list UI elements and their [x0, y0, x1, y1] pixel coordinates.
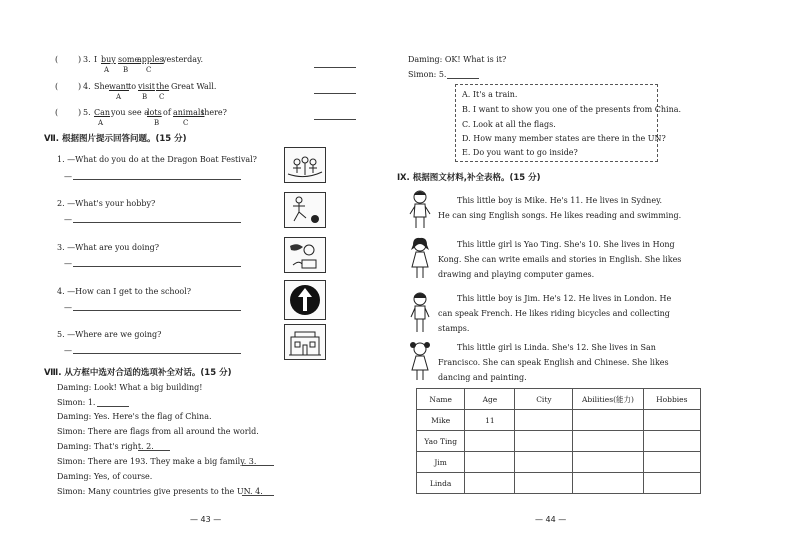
table-header: Age — [465, 389, 515, 410]
answer-blank[interactable] — [138, 450, 170, 451]
answer-blank[interactable] — [314, 93, 356, 94]
underlined-word-a: Can — [94, 108, 111, 117]
up-arrow-sign-icon — [284, 280, 326, 320]
q-number: 3. — [83, 55, 91, 64]
word: I — [94, 55, 98, 64]
label-c: C — [146, 66, 152, 74]
underlined-word-c: animals — [173, 108, 205, 117]
paren: ( — [55, 55, 59, 64]
page-number-left: — 43 — — [190, 515, 222, 524]
label-a: A — [104, 66, 110, 74]
info-table — [416, 388, 701, 494]
paren: ) — [78, 55, 82, 64]
q-number: 4. — [83, 82, 91, 91]
boy-cartoon-icon — [407, 290, 433, 334]
table-row — [417, 473, 701, 494]
underlined-word-b: visit — [138, 82, 155, 91]
dialog-line: Simon: There are 193. They make a big family. 3. — [57, 457, 257, 466]
table-cell[interactable] — [465, 452, 515, 473]
table-cell[interactable] — [515, 473, 573, 494]
girl-cartoon-icon — [407, 340, 433, 382]
table-row — [417, 452, 701, 473]
passage-line: drawing and playing computer games. — [438, 270, 595, 279]
table-cell[interactable] — [573, 473, 643, 494]
dialog-line: Daming: Yes. Here's the flag of China. — [57, 412, 212, 421]
word: there? — [201, 108, 227, 117]
table-header: Abilities(能力) — [573, 389, 643, 410]
passage-line: Kong. She can write emails and stories in English. She likes — [438, 255, 682, 264]
table-cell[interactable] — [465, 473, 515, 494]
table-cell[interactable] — [573, 452, 643, 473]
passage-line: can speak French. He likes riding bicycles and collecting — [438, 309, 670, 318]
table-cell: Yao Ting — [417, 431, 465, 452]
question-text: 3. —What are you doing? — [57, 243, 160, 252]
question-text: 5. —Where are we going? — [57, 330, 162, 339]
options-box — [455, 84, 682, 162]
passage-line: He can sing English songs. He likes reading and swimming. — [438, 211, 682, 220]
paren: ( — [55, 82, 59, 91]
answer-blank[interactable] — [447, 78, 479, 79]
passage-line: Francisco. She can speak English and Chinese. She likes — [438, 358, 669, 367]
label-c: C — [183, 119, 189, 127]
boy-cartoon-icon — [407, 188, 433, 230]
passage-line: stamps. — [438, 324, 470, 333]
table-header: Name — [417, 389, 465, 410]
label-b: B — [123, 66, 129, 74]
passage-line: dancing and painting. — [438, 373, 527, 382]
girl-cartoon-icon — [407, 236, 433, 280]
dash: — — [64, 303, 72, 312]
answer-line[interactable] — [73, 222, 241, 223]
label-b: B — [142, 93, 148, 101]
dialog-line: Simon: Many countries give presents to the UN. 4. — [57, 487, 263, 496]
dialog-line: Daming: Look! What a big building! — [57, 383, 203, 392]
dialog-line: Simon: There are flags from all around the world. — [57, 427, 259, 436]
question-text: 2. —What's your hobby? — [57, 199, 156, 208]
table-cell[interactable] — [573, 410, 643, 431]
underlined-word-b: some — [118, 55, 140, 64]
word: She — [94, 82, 110, 91]
answer-blank[interactable] — [314, 119, 356, 120]
word: Great Wall. — [171, 82, 217, 91]
table-cell[interactable] — [465, 431, 515, 452]
label-b: B — [154, 119, 160, 127]
underlined-word-c: apples — [137, 55, 164, 64]
word: yesterday. — [162, 55, 204, 64]
dash: — — [64, 172, 72, 181]
option-a: A. It's a train. — [462, 90, 518, 99]
passage-line: This little girl is Linda. She's 12. She lives in San — [457, 343, 656, 352]
table-header: Hobbies — [643, 389, 700, 410]
table-cell: Mike — [417, 410, 465, 431]
table-row — [417, 431, 701, 452]
paren: ) — [78, 108, 82, 117]
passage-line: This little girl is Yao Ting. She's 10. She lives in Hong — [457, 240, 675, 249]
underlined-word-c: the — [156, 82, 170, 91]
answer-blank[interactable] — [242, 495, 274, 496]
table-cell[interactable] — [643, 473, 700, 494]
passage-line: This little boy is Mike. He's 11. He lives in Sydney. — [457, 196, 663, 205]
table-cell[interactable] — [643, 452, 700, 473]
paren: ( — [55, 108, 59, 117]
reading-boy-icon — [284, 237, 326, 273]
passage-line: This little boy is Jim. He's 12. He lives in London. He — [457, 294, 672, 303]
table-header: City — [515, 389, 573, 410]
answer-line[interactable] — [73, 179, 241, 180]
paren: ) — [78, 82, 82, 91]
answer-blank[interactable] — [97, 406, 129, 407]
dialog-line: Simon: 1. — [57, 398, 96, 407]
underlined-word-a: buy — [101, 55, 116, 64]
underlined-word-b: lots — [147, 108, 162, 117]
question-text: 4. —How can I get to the school? — [57, 287, 192, 296]
table-header-row — [417, 389, 701, 410]
answer-blank[interactable] — [314, 67, 356, 68]
table-row — [417, 410, 701, 431]
table-cell[interactable] — [515, 452, 573, 473]
page-number-right: — 44 — — [535, 515, 567, 524]
table-cell[interactable] — [643, 431, 700, 452]
word: to — [128, 82, 137, 91]
q-number: 5. — [83, 108, 91, 117]
answer-line[interactable] — [73, 266, 241, 267]
table-cell[interactable] — [515, 431, 573, 452]
table-cell[interactable] — [515, 410, 573, 431]
dragon-boat-icon — [284, 147, 326, 183]
label-a: A — [98, 119, 104, 127]
label-a: A — [116, 93, 122, 101]
dash: — — [64, 215, 72, 224]
table-cell: Jim — [417, 452, 465, 473]
question-text: 1. —What do you do at the Dragon Boat Festival? — [57, 155, 257, 164]
soccer-player-icon — [284, 192, 326, 228]
label-c: C — [159, 93, 165, 101]
dash: — — [64, 259, 72, 268]
answer-line[interactable] — [73, 310, 241, 311]
dialog-line: Daming: Yes, of course. — [57, 472, 153, 481]
table-cell: Linda — [417, 473, 465, 494]
table-cell[interactable] — [573, 431, 643, 452]
dialog-line: Daming: That's right. 2. — [57, 442, 154, 451]
option-e: E. Do you want to go inside? — [462, 148, 578, 157]
option-d: D. How many member states are there in the UN? — [462, 134, 666, 143]
section-7-title: Ⅶ. 根据图片提示回答问题。(15 分) — [44, 134, 187, 144]
option-c: C. Look at all the flags. — [462, 120, 556, 129]
option-b: B. I want to show you one of the presents from China. — [462, 105, 682, 114]
answer-line[interactable] — [73, 353, 241, 354]
word: you see a — [111, 108, 149, 117]
dialog-line: Simon: 5. — [408, 70, 447, 79]
school-building-icon — [284, 324, 326, 360]
dialog-line: Daming: OK! What is it? — [408, 55, 507, 64]
answer-blank[interactable] — [242, 465, 274, 466]
section-9-title: Ⅸ. 根据图文材料,补全表格。(15 分) — [397, 173, 541, 183]
table-cell[interactable] — [643, 410, 700, 431]
underlined-word-a: want — [109, 82, 129, 91]
word: of — [163, 108, 171, 117]
table-cell: 11 — [465, 410, 515, 431]
dash: — — [64, 346, 72, 355]
section-8-title: Ⅷ. 从方框中选对合适的选项补全对话。(15 分) — [44, 368, 232, 378]
